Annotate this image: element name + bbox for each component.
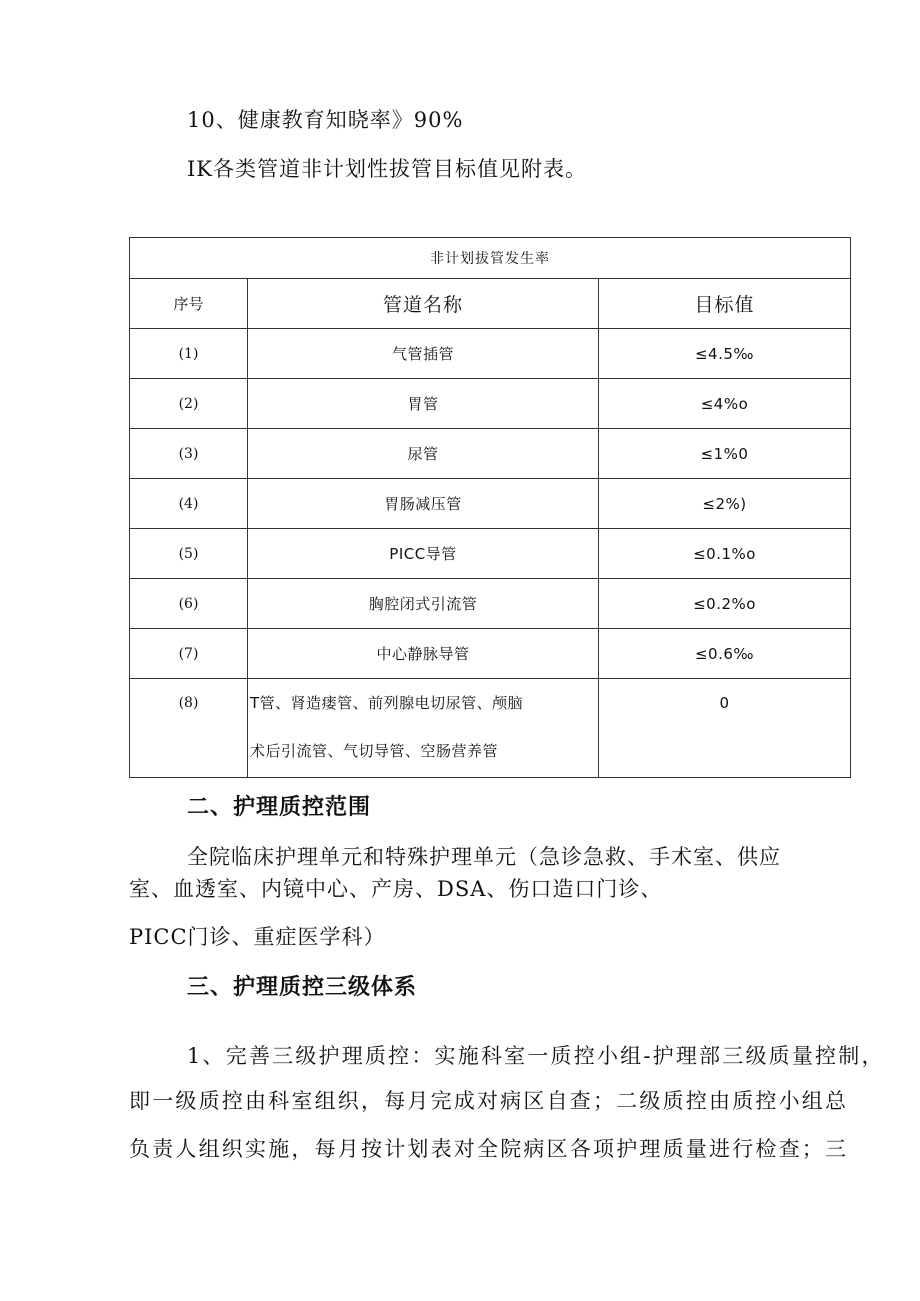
table-row xyxy=(130,629,851,679)
row-seq: (8) xyxy=(130,679,248,778)
row-target: ≤1%0 xyxy=(599,429,851,479)
table-row xyxy=(130,379,851,429)
table-row xyxy=(130,329,851,379)
row-tube-name: 胃管 xyxy=(248,379,599,429)
section2-paragraph-line1: 全院临床护理单元和特殊护理单元（急诊急救、手术室、供应 xyxy=(187,845,781,869)
table-row xyxy=(130,479,851,529)
row-target: 0 xyxy=(599,679,851,778)
row-target: ≤0.2%o xyxy=(599,579,851,629)
intro-line-tube-targets: IK各类管道非计划性拔管目标值见附表。 xyxy=(187,157,587,181)
row-seq: (2) xyxy=(130,379,248,429)
row-tube-name-line1: T管、肾造瘘管、前列腺电切尿管、颅脑 xyxy=(250,694,524,712)
row-seq: (1) xyxy=(130,329,248,379)
row-seq: (4) xyxy=(130,479,248,529)
row-tube-name: 胸腔闭式引流管 xyxy=(248,579,599,629)
row-tube-name: 尿管 xyxy=(248,429,599,479)
table-header-row xyxy=(130,279,851,329)
table-row xyxy=(130,679,851,778)
row-tube-name: 气管插管 xyxy=(248,329,599,379)
row-seq: (7) xyxy=(130,629,248,679)
header-seq: 序号 xyxy=(130,279,248,329)
table-caption: 非计划拔管发生率 xyxy=(130,238,851,279)
table-row xyxy=(130,529,851,579)
unplanned-extubation-table xyxy=(129,237,851,778)
row-seq: (5) xyxy=(130,529,248,579)
table-row xyxy=(130,429,851,479)
row-tube-name: 中心静脉导管 xyxy=(248,629,599,679)
row-tube-name: PICC导管 xyxy=(248,529,599,579)
row-tube-name-multiline xyxy=(248,679,599,778)
section-heading-three-level-system: 三、护理质控三级体系 xyxy=(187,975,418,1000)
section3-paragraph-line2: 即一级质控由科室组织，每月完成对病区自查；二级质控由质控小组总 xyxy=(129,1089,849,1113)
row-tube-name: 胃肠减压管 xyxy=(248,479,599,529)
row-target: ≤2%) xyxy=(599,479,851,529)
header-target: 目标值 xyxy=(599,279,851,329)
row-seq: (3) xyxy=(130,429,248,479)
header-tube-name: 管道名称 xyxy=(248,279,599,329)
row-target: ≤4%o xyxy=(599,379,851,429)
intro-line-health-education: 10、健康教育知晓率》90% xyxy=(187,108,464,132)
row-target: ≤4.5‰ xyxy=(599,329,851,379)
row-target: ≤0.1%o xyxy=(599,529,851,579)
row-tube-name-line2: 术后引流管、气切导管、空肠营养管 xyxy=(250,742,499,760)
table-row xyxy=(130,579,851,629)
section3-paragraph-line1: 1、完善三级护理质控：实施科室一质控小组-护理部三级质量控制， xyxy=(187,1044,885,1068)
row-target: ≤0.6‰ xyxy=(599,629,851,679)
table-caption-row xyxy=(130,238,851,279)
row-seq: (6) xyxy=(130,579,248,629)
section-heading-scope: 二、护理质控范围 xyxy=(187,795,372,820)
section2-paragraph-line2: 室、血透室、内镜中心、产房、DSA、伤口造口门诊、 xyxy=(129,877,663,901)
section3-paragraph-line3: 负责人组织实施，每月按计划表对全院病区各项护理质量进行检查；三 xyxy=(129,1137,849,1161)
section2-paragraph-line3: PICC门诊、重症医学科） xyxy=(129,925,386,949)
